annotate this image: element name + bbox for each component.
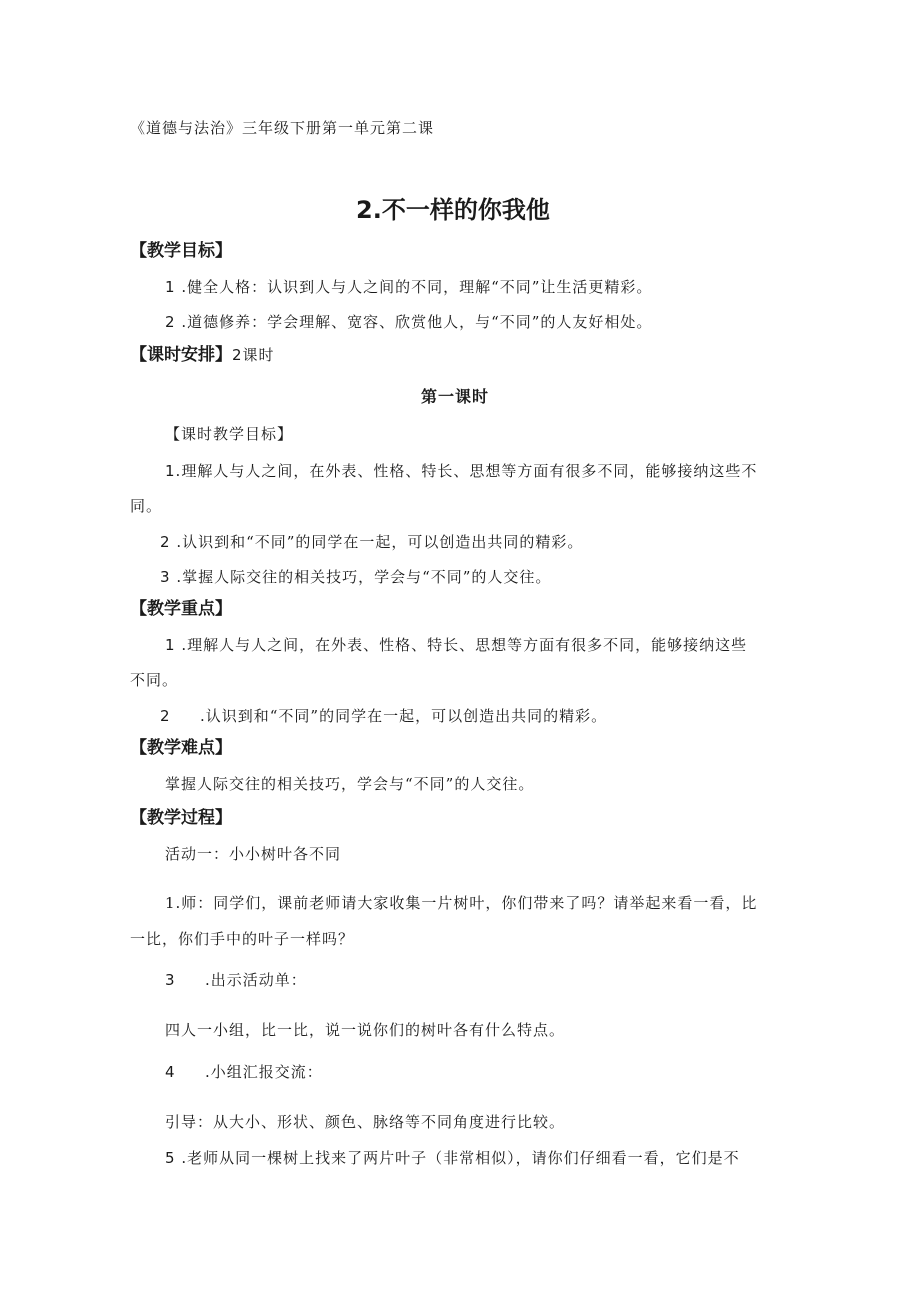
process-step-text: .老师从同一棵树上找来了两片叶子（非常相似），请你们仔细看一看，它们是不	[181, 1149, 740, 1167]
lesson-goal-continuation: 同。	[130, 497, 163, 515]
lesson-goal-text: .认识到和“不同”的同学在一起，可以创造出共同的精彩。	[176, 533, 584, 551]
process-step	[165, 1061, 323, 1083]
lesson-goal-text: .理解人与人之间，在外表、性格、特长、思想等方面有很多不同，能够接纳这些不	[175, 462, 758, 480]
key-point-text: .理解人与人之间，在外表、性格、特长、思想等方面有很多不同，能够接纳这些	[181, 636, 748, 654]
lesson-goal-num: 3	[160, 568, 171, 586]
key-point-item	[165, 634, 747, 656]
course-header: 《道德与法治》三年级下册第一单元第二课	[130, 119, 435, 137]
difficulties-text: 掌握人际交往的相关技巧，学会与“不同”的人交往。	[165, 775, 535, 793]
key-point-item	[160, 705, 607, 727]
key-point-num: 1	[165, 636, 176, 654]
key-points-heading: 【教学重点】	[130, 599, 232, 619]
process-step-num: 3	[165, 971, 176, 989]
process-step-continuation: 一比，你们手中的叶子一样吗？	[130, 930, 355, 948]
objective-text: .健全人格：认识到人与人之间的不同，理解“不同”让生活更精彩。	[181, 278, 653, 296]
process-step-text: .出示活动单：	[205, 971, 307, 989]
objective-num: 1	[165, 278, 176, 296]
schedule-value: 2课时	[232, 346, 275, 364]
process-step	[165, 1147, 740, 1169]
process-step-num: 4	[165, 1063, 176, 1081]
process-step-text: .小组汇报交流：	[205, 1063, 323, 1081]
objective-num: 2	[165, 313, 176, 331]
lesson1-title: 第一课时	[421, 387, 490, 406]
schedule-row	[130, 344, 275, 366]
key-point-num: 2	[160, 707, 171, 725]
objective-text: .道德修养：学会理解、宽容、欣赏他人，与“不同”的人友好相处。	[181, 313, 653, 331]
objectives-heading: 【教学目标】	[130, 241, 232, 261]
process-step-detail: 引导：从大小、形状、颜色、脉络等不同角度进行比较。	[165, 1113, 566, 1131]
lesson-goal-item	[165, 460, 757, 482]
process-step	[165, 969, 307, 991]
lesson-goal-text: .掌握人际交往的相关技巧，学会与“不同”的人交往。	[176, 568, 552, 586]
lesson-goals-heading: 【课时教学目标】	[165, 425, 294, 443]
process-step-detail: 四人一小组，比一比，说一说你们的树叶各有什么特点。	[165, 1021, 566, 1039]
key-point-continuation: 不同。	[130, 671, 179, 689]
lesson-goal-num: 2	[160, 533, 171, 551]
objective-item	[165, 311, 652, 333]
difficulties-heading: 【教学难点】	[130, 738, 232, 758]
process-heading: 【教学过程】	[130, 808, 232, 828]
lesson-goal-num: 1	[165, 462, 176, 480]
page-title: 2.不一样的你我他	[356, 196, 550, 224]
schedule-heading: 【课时安排】	[130, 345, 232, 365]
lesson-goal-item	[160, 566, 551, 588]
lesson-goal-item	[160, 531, 583, 553]
process-step: 1.师：同学们，课前老师请大家收集一片树叶，你们带来了吗？请举起来看一看，比	[165, 894, 758, 912]
process-step-num: 5	[165, 1149, 176, 1167]
activity-title: 活动一：小小树叶各不同	[165, 845, 342, 863]
key-point-text: .认识到和“不同”的同学在一起，可以创造出共同的精彩。	[200, 707, 608, 725]
objective-item	[165, 276, 652, 298]
